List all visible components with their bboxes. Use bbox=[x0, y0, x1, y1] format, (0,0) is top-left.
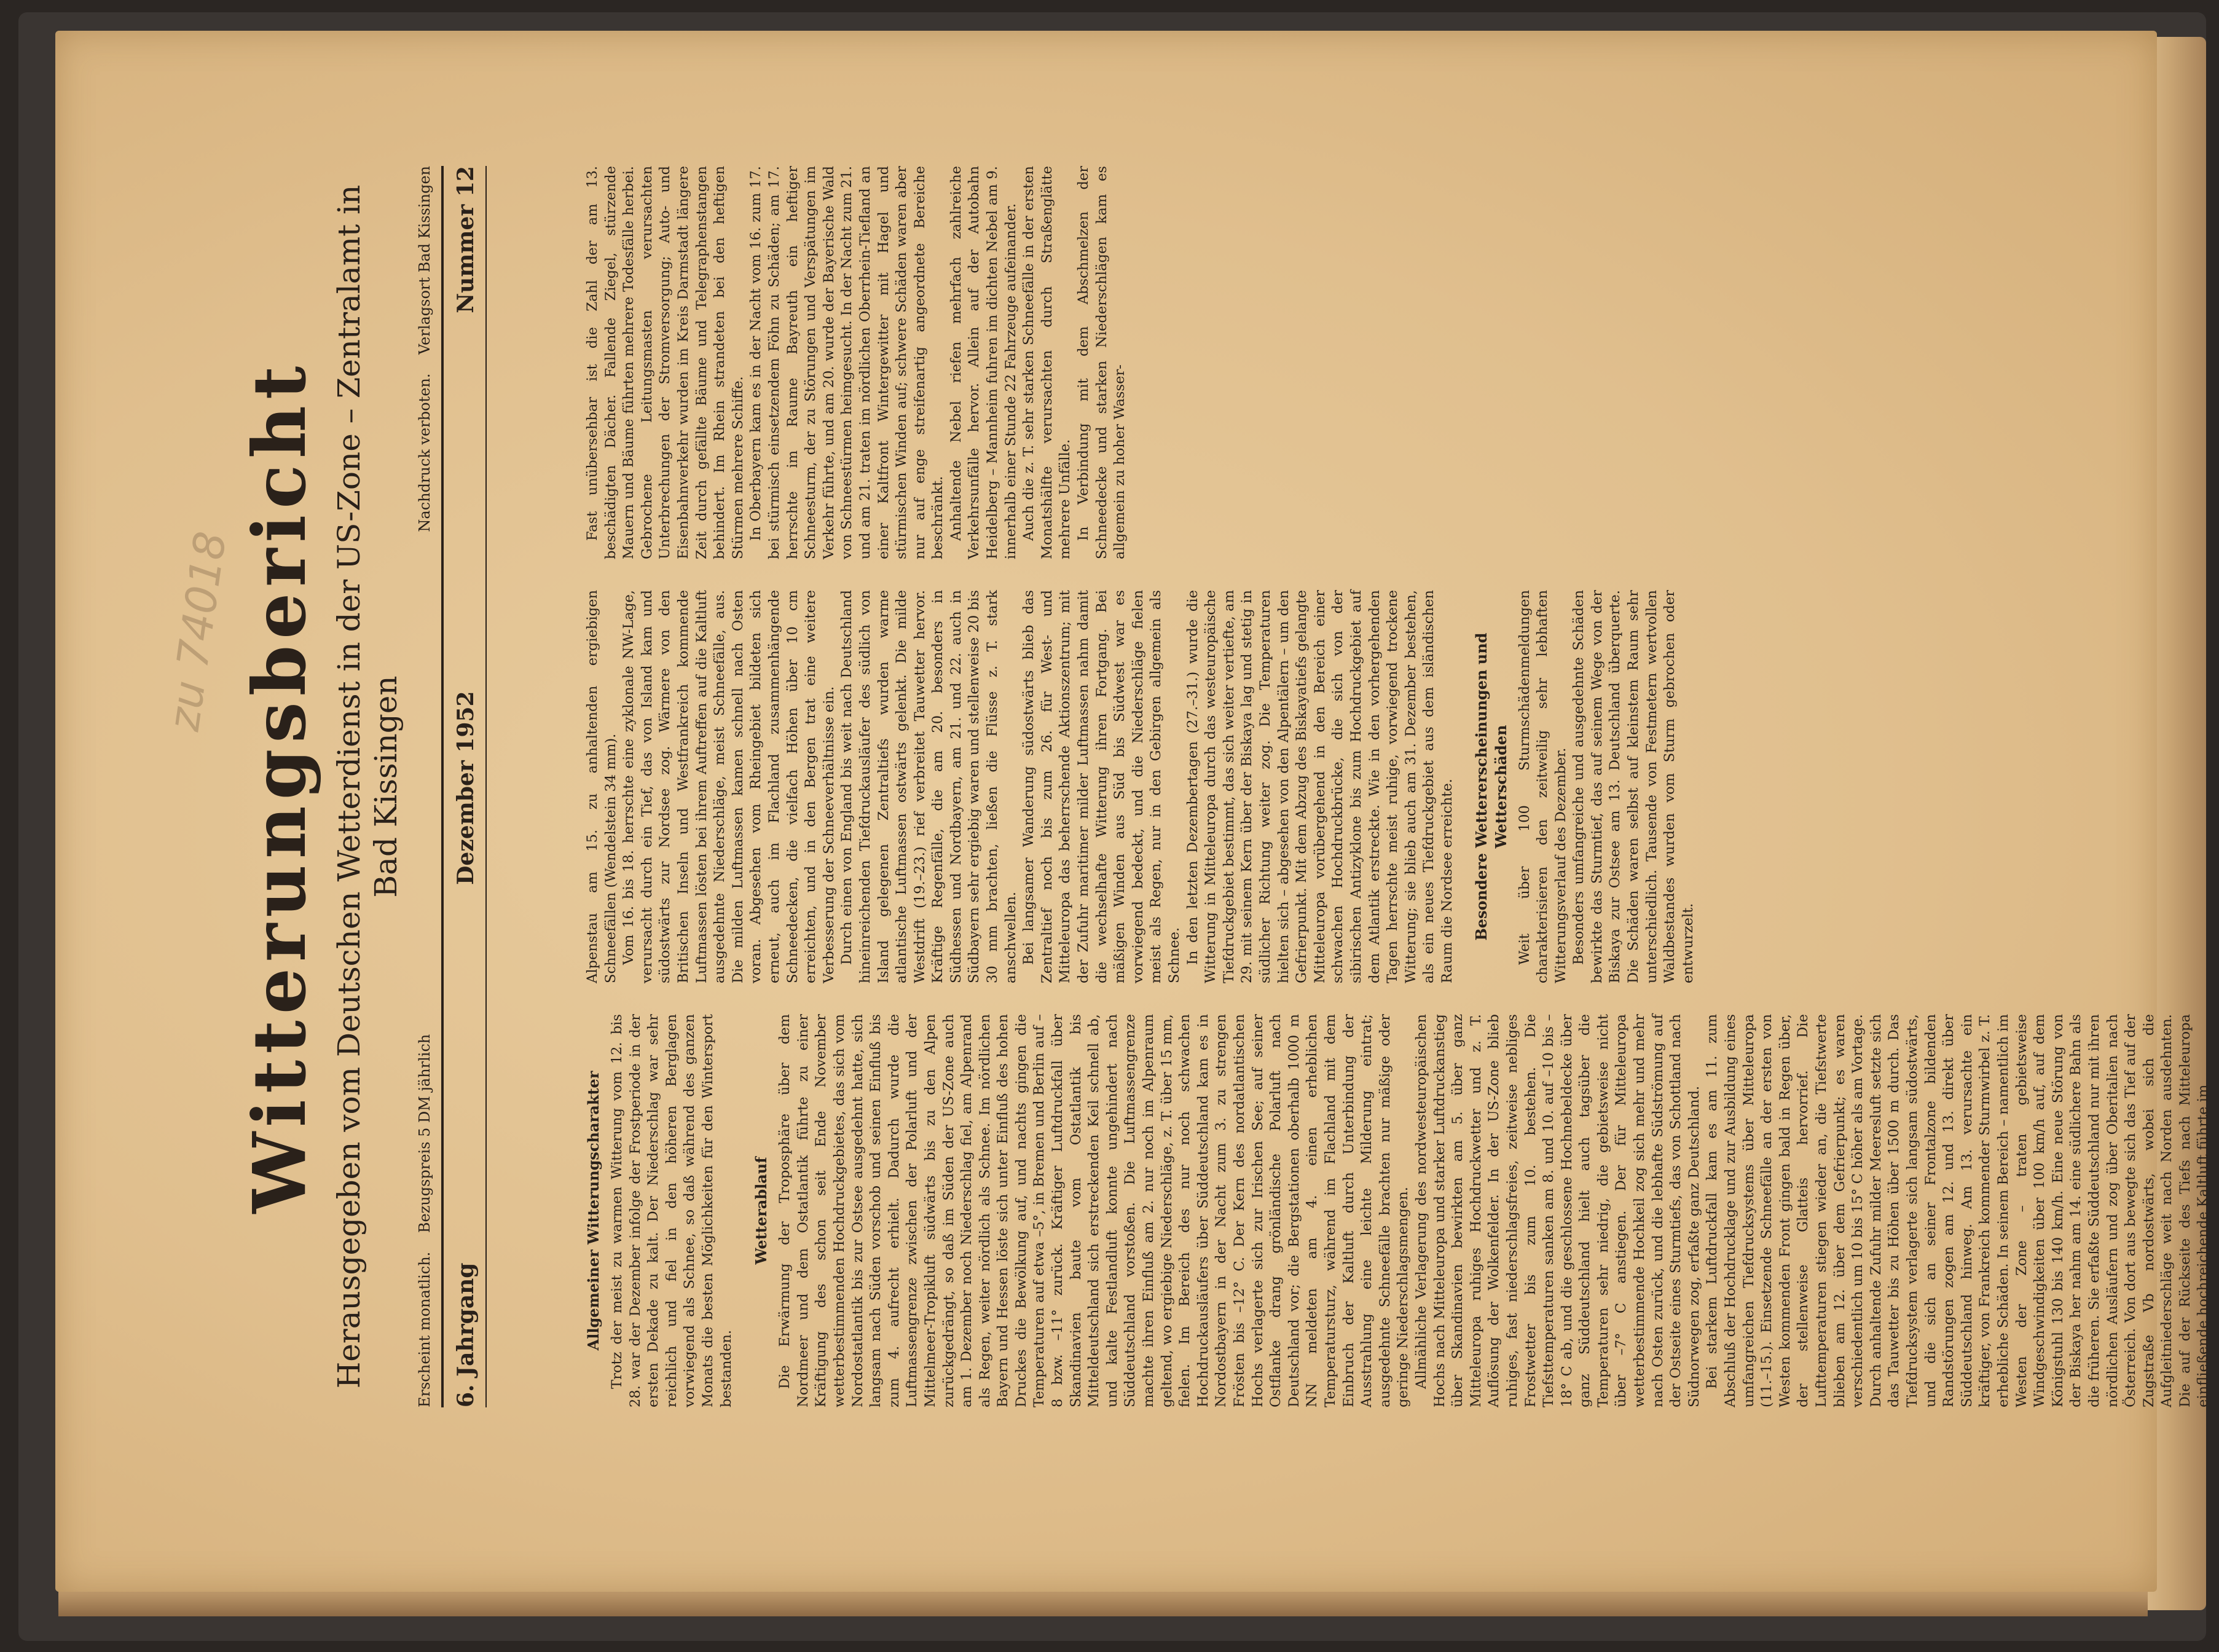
paragraph: In Oberbayern kam es in der Nacht vom 16. zum 17. bei stürmisch einsetzendem Föhn zu Schäden; am 17. herrschte im Raume Bayreuth ein heftiger Schneesturm, der zu Störungen und Verspätungen im Verkehr führte, und am 20. wurde der Bayerische Wald von Schneestürmen heimgesucht. In der Nacht zum 21. und am 21. traten im nördlichen Oberrhein-Tiefland an einer Kaltfront Wintergewitter mit Hagel und stürmischen Winden auf; schwere Schäden waren aber nur auf enge streifenartig angeordnete Bereiche beschränkt. bbox=[748, 165, 946, 559]
paragraph: In Verbindung mit dem Abschmelzen der Schneedecke und starken Niederschlägen kam es allgemein zu hoher Wasser- bbox=[1075, 166, 1128, 559]
price: Bezugspreis 5 DM jährlich bbox=[416, 1034, 433, 1233]
issue-number: Nummer 12 bbox=[453, 166, 479, 313]
info-right bbox=[415, 166, 434, 532]
column-1 bbox=[584, 1014, 2213, 1407]
frequency: Erscheint monatlich. bbox=[416, 1251, 433, 1407]
divider bbox=[485, 166, 487, 1407]
paragraph: Bei langsamer Wanderung südostwärts blieb das Zentraltief noch bis zum 26. für West- und Mitteleuropa das beherrschende Aktionszentrum; mit der Zufuhr maritimer milder Luftmassen nahm damit die wechselhafte Witterung ihren Fortgang. Bei mäßigen Winden aus Süd bis Südwest war es vorwiegend bedeckt, und die Niederschläge fielen meist als Regen, nur in den Gebirgen allgemein als Schnee. bbox=[1021, 590, 1182, 983]
subscription-line bbox=[415, 166, 434, 1407]
paragraph: Trotz der meist zu warmen Witterung vom 12. bis 28. war der Dezember infolge der Frostperiode in der ersten Dekade zu kalt. Der Niederschlag war sehr reichlich und fiel in den höheren Berglagen vorwiegend als Schnee, so daß während des ganzen Monats die besten Möglichkeiten für den Wintersport bestanden. bbox=[609, 1014, 734, 1407]
reprint-notice: Nachdruck verboten. bbox=[416, 373, 433, 532]
section-heading: Besondere Wettererscheinungen und Wetterschäden bbox=[1472, 632, 1510, 941]
paragraph: Weit über 100 Sturmschädenmeldungen charakterisieren den zeitweilig sehr lebhaften Witterungsverlauf des Dezember. bbox=[1516, 590, 1569, 983]
paragraph: Durch einen von England bis weit nach Deutschland hineinreichenden Tiefdruckausläufer des südlich von Island gelegenen Zentraltiefs wurden warme atlantische Luftmassen ostwärts gelenkt. Die milde Westdrift (19.–23.) rief verbreitet Tauwetter hervor. Kräftige Regenfälle, die am 20. besonders in Südhessen und Nordbayern, am 21. und 22. auch in Südbayern sehr ergiebig waren und stellenweise 20 bis 30 mm brachten, ließen die Flüsse z. T. stark anschwellen. bbox=[839, 590, 1019, 983]
paragraph: Vom 16. bis 18. herrschte eine zyklonale NW-Lage, verursacht durch ein Tief, das von Island kam und südostwärts zur Nordsee zog. Wärmere von den Britischen Inseln und Westfrankreich kommende Luftmassen lösten bei ihrem Auftreffen auf die Kaltluft ausgedehnte Niederschläge, meist Schneefälle, aus. Die milden Luftmassen kamen schnell nach Osten voran. Abgesehen vom Rheingebiet bildeten sich erneut, auch im Flachland zusammenhängende Schneedecken, die vielfach Höhen über 10 cm erreichten, und in den Bergen trat eine weitere Verbesserung der Schneeverhältnisse ein. bbox=[621, 590, 837, 983]
volume: 6. Jahrgang bbox=[453, 1262, 479, 1407]
paragraph: Besonders umfangreiche und ausgedehnte Schäden bewirkte das Sturmtief, das auf seinem Wege von der Biskaya zur Ostsee am 13. Deutschland überquerte. Die Schäden waren selbst auf kleinstem Raum sehr unterschiedlich. Tausende von Festmetern wertvollen Waldbestandes wurden vom Sturm gebrochen oder entwurzelt. bbox=[1571, 590, 1696, 983]
column-2 bbox=[584, 590, 1697, 983]
paragraph: Fast unübersehbar ist die Zahl der am 13. beschädigten Dächer. Fallende Ziegel, stürzende Mauern und Bäume führten mehrere Todesfälle herbei. Gebrochene Leitungsmasten verursachten Unterbrechungen der Stromversorgung; Auto- und Eisenbahnverkehr wurden im Kreis Darmstadt längere Zeit durch gefällte Bäume und Telegraphenstangen behindert. Im Rhein strandeten bei den heftigen Stürmen mehrere Schiffe. bbox=[584, 166, 746, 559]
paragraph: In den letzten Dezembertagen (27.–31.) wurde die Witterung in Mitteleuropa durch das westeuropäische Tiefdruckgebiet bestimmt, das sich weiter vertiefte, am 29. mit seinem Kern über der Biskaya lag und stetig in südlicher Richtung weiter zog. Die Temperaturen hielten sich – abgesehen von den Alpentälern – um den Gefrierpunkt. Mit dem Abzug des Biskayatiefs gelangte Mitteleuropa vorübergehend in den Bereich einer schwachen Hochdruckbrücke, die sich von der sibirischen Antizyklone bis zum Hochdruckgebiet auf dem Atlantik erstreckte. Wie in den vorhergehenden Tagen herrschte meist ruhige, vorwiegend trockene Witterung; sie blieb auch am 31. Dezember bestehen, als ein neues Tiefdruckgebiet aus dem isländischen Raum die Nordsee erreichte. bbox=[1184, 590, 1455, 983]
page-title: Witterungsbericht bbox=[237, 360, 322, 1214]
section-heading: Wetterablauf bbox=[752, 1157, 771, 1265]
paragraph: Allmähliche Verlagerung des nordwesteuropäischen Hochs nach Mitteleuropa und starker Luftdruckanstieg über Skandinavien bewirkten am 5. über ganz Mitteleuropa ruhiges Hochdruckwetter und z. T. Auflösung der Wolkenfelder. In der US-Zone blieb ruhiges, fast niederschlagsfreies, zeitweise nebliges Frostwetter bis zum 10. bestehen. Die Tiefsttemperaturen sanken am 8. und 10. auf –10 bis –18° C ab, und die geschlossene Hochnebeldecke über ganz Süddeutschland hielt auch tagsüber die Temperaturen sehr niedrig, die gebietsweise nicht über –7° C anstiegen. Der für Mitteleuropa wetterbestimmende Hochkeil zog sich mehr und mehr nach Osten zurück, und die lebhafte Südströmung auf der Ostseite eines Sturmtiefs, das von Schottland nach Südnorwegen zog, erfaßte ganz Deutschland. bbox=[1413, 1014, 1702, 1407]
paragraph: Bei starkem Luftdruckfall kam es am 11. zum Abschluß der Hochdrucklage und zur Ausbildung eines umfangreichen Tiefdrucksystems über Mitteleuropa (11.–15.). Einsetzende Schneefälle an der ersten von Westen kommenden Front gingen bald in Regen über, der stellenweise Glatteis hervorrief. Die Lufttemperaturen stiegen wieder an, die Tiefstwerte blieben am 12. über dem Gefrierpunkt; es waren verschiedentlich um 10 bis 15° C höher als am Vortage. Durch anhaltende Zufuhr milder Meeresluft setzte sich das Tauwetter bis zu Höhen über 1500 m durch. Das Tiefdrucksystem verlagerte sich langsam südostwärts, und die sich an seiner Frontalzone bildenden Randstörungen zogen am 12. und 13. direkt über Süddeutschland hinweg. Am 13. verursachte ein kräftiger, von Frankreich kommender Sturmwirbel z. T. erhebliche Schäden. In seinem Bereich – namentlich im Westen der Zone – traten gebietsweise Windgeschwindigkeiten über 100 km/h auf, auf dem Königstuhl 130 bis 140 km/h. Eine neue Störung von der Biskaya her nahm am 14. eine südlichere Bahn als die früheren. Sie erfaßte Süddeutschland nur mit ihren nördlichen Ausläufern und zog über Oberitalien nach Österreich. Von dort aus bewegte sich das Tief auf der Zugstraße Vb nordostwärts, wobei sich die Aufgleitniederschläge weit nach Norden ausdehnten. Die auf der Rückseite des Tiefs nach Mitteleuropa einfließende hochreichende Kaltluft führte im bbox=[1704, 1014, 2212, 1407]
paragraph: Die Erwärmung der Troposphäre über dem Nordmeer und dem Ostatlantik führte zu einer Kräftigung des schon seit Ende November wetterbestimmenden Hochdruckgebietes, das sich vom Nordostatlantik bis zur Ostsee ausgedehnt hatte, sich langsam nach Süden vorschob und seinen Einfluß bis zum 4. aufrecht erhielt. Dadurch wurde die Luftmassengrenze zwischen der Polarluft und der Mittelmeer-Tropikluft südwärts bis zu den Alpen zurückgedrängt, so daß im Süden der US-Zone auch am 1. Dezember noch Niederschlag fiel, am Alpenrand als Regen, weiter nördlich als Schnee. Im nördlichen Bayern und Hessen löste sich unter Einfluß des hohen Druckes die Bewölkung auf, und nachts gingen die Temperaturen auf etwa –5°, in Bremen und Berlin auf –8 bzw. –11° zurück. Kräftiger Luftdruckfall über Skandinavien baute vom Ostatlantik bis Mitteldeutschland sich erstreckenden Keil schnell ab, und kalte Festlandluft konnte ungehindert nach Süddeutschland vorstoßen. Die Luftmassengrenze machte ihren Einfluß am 2. nur noch im Alpenraum geltend, wo ergiebige Niederschläge, z. T. über 15 mm, fielen. Im Bereich des nur noch schwachen Hochdruckausläufers über Süddeutschland kam es in Nordostbayern in der Nacht zum 3. zu strengen Frösten bis –12° C. Der Kern des nordatlantischen Hochs verlagerte sich zur Irischen See; auf seiner Ostflanke drang grönländische Polarluft nach Deutschland vor; die Bergstationen oberhalb 1000 m NN meldeten am 4. einen erheblichen Temperatursturz, während im Flachland mit dem Einbruch der Kaltluft durch Unterbindung der Ausstrahlung eine leichte Milderung eintrat; ausgedehnte Schneefälle brachten nur mäßige oder geringe Niederschlagsmengen. bbox=[777, 1014, 1412, 1407]
pencil-note: zu 74018 bbox=[158, 528, 237, 734]
section-heading: Allgemeiner Witterungscharakter bbox=[584, 1071, 602, 1351]
info-left bbox=[415, 1034, 434, 1407]
divider bbox=[441, 166, 444, 1407]
column-3 bbox=[584, 166, 1129, 559]
paragraph: Auch die z. T. sehr starken Schneefälle in der ersten Monatshälfte verursachten durch Straßenglätte mehrere Unfälle. bbox=[1021, 166, 1074, 559]
publisher-line: Herausgegeben vom Deutschen Wetterdienst in der US-Zone – Zentralamt in Bad Kissingen bbox=[331, 184, 404, 1389]
masthead bbox=[237, 166, 487, 1407]
issue-row bbox=[452, 166, 479, 1407]
publisher-place: Verlagsort Bad Kissingen bbox=[416, 166, 433, 355]
paragraph: Alpenstau am 15. zu anhaltenden ergiebigen Schneefällen (Wendelstein 34 mm). bbox=[584, 590, 619, 983]
paragraph: Anhaltende Nebel riefen mehrfach zahlreiche Verkehrsunfälle hervor. Allein auf der Autobahn Heidelberg – Mannheim fuhren im dichten Nebel am 9. innerhalb einer Stunde 22 Fahrzeuge aufeinander. bbox=[948, 166, 1019, 559]
page-content bbox=[55, 31, 2212, 1592]
issue-date: Dezember 1952 bbox=[453, 691, 479, 885]
